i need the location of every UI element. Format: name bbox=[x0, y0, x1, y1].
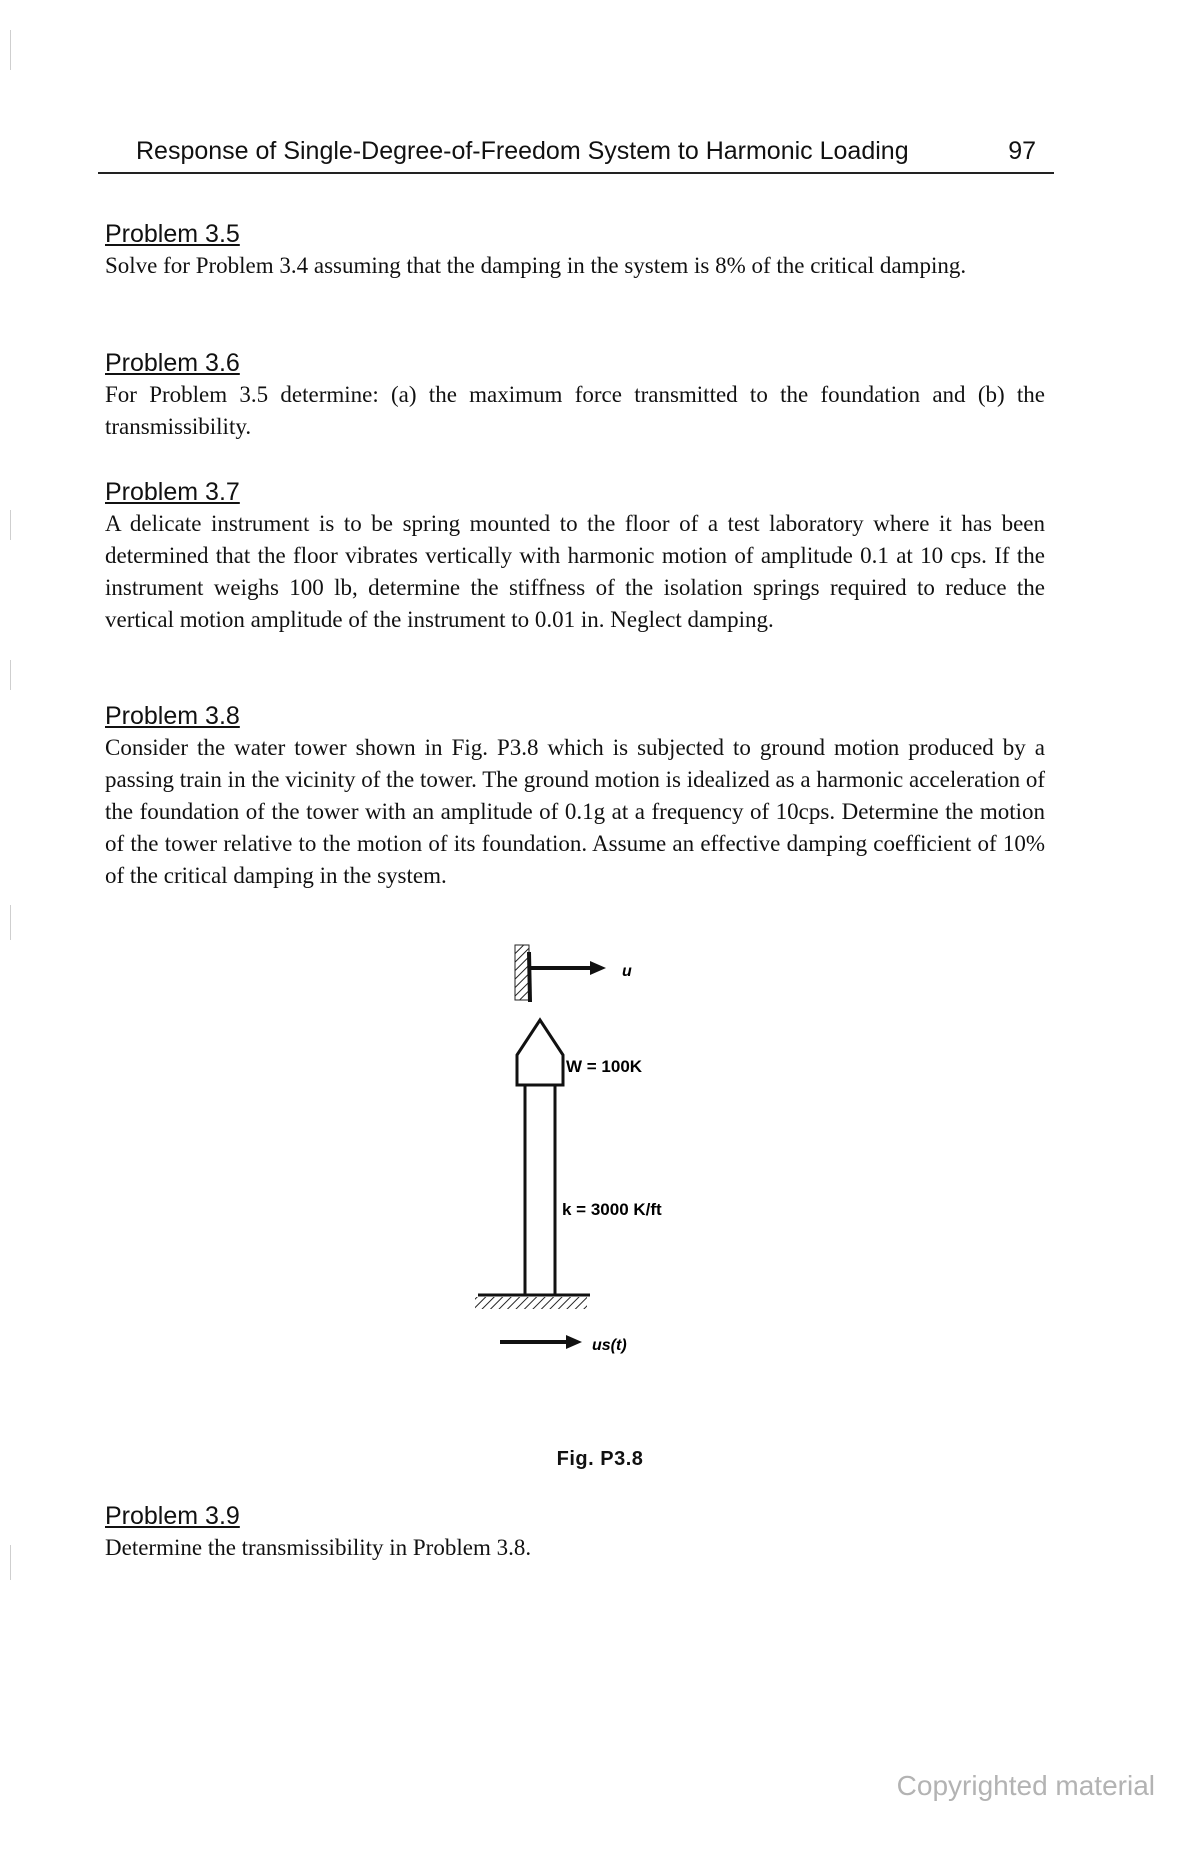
label-weight: W = 100K bbox=[566, 1057, 643, 1076]
ground-support bbox=[475, 1295, 590, 1309]
tower-column bbox=[525, 1085, 662, 1295]
copyright-notice: Copyrighted material bbox=[896, 1770, 1155, 1801]
problem-title: Problem 3.5 bbox=[105, 220, 240, 248]
problem-text: Determine the transmissibility in Problem 3.8. bbox=[105, 1535, 532, 1560]
problem-title: Problem 3.8 bbox=[105, 702, 240, 730]
problem-text: A delicate instrument is to be spring mounted to the floor of a test laboratory where it has been determined that the floor vibrates vertically with harmonic motion of amplitude 0.1 at 10 cps. If the instrument weighs 100 lb, determine the stiffness of the isolation springs required to reduce the vertical motion amplitude of the instrument to 0.01 in. Neglect damping. bbox=[105, 511, 1045, 632]
label-ground-motion: us(t) bbox=[592, 1337, 627, 1354]
figure-caption: Fig. P3.8 bbox=[556, 1448, 644, 1470]
ground-hatch bbox=[475, 1297, 587, 1309]
problem-text: Consider the water tower shown in Fig. P3.8 which is subjected to ground motion produced by a passing train in the vicinity of the tower. The ground motion is idealized as a harmonic acceleration of the foundation of the tower with an amplitude of 0.1g at a frequency of 10cps. Determine the motion of the tower relative to the motion of its foundation. Assume an effective damping coefficient of 10% of the critical damping in the system. bbox=[105, 735, 1045, 888]
label-u: u bbox=[622, 963, 632, 980]
scan-edge-mark bbox=[10, 1545, 11, 1580]
ground-motion-arrow bbox=[500, 1335, 627, 1354]
problem-title: Problem 3.9 bbox=[105, 1502, 240, 1530]
problem-title: Problem 3.7 bbox=[105, 478, 240, 506]
label-stiffness: k = 3000 K/ft bbox=[562, 1200, 662, 1219]
header-title: Response of Single-Degree-of-Freedom System to Harmonic Loading bbox=[136, 137, 909, 165]
problem-3-9 bbox=[105, 1500, 1045, 1564]
problem-text: Solve for Problem 3.4 assuming that the damping in the system is 8% of the critical damping. bbox=[105, 253, 967, 278]
displacement-u-arrow bbox=[515, 945, 632, 1002]
problem-title: Problem 3.6 bbox=[105, 349, 240, 377]
tower-mass bbox=[517, 1020, 643, 1085]
page-number: 97 bbox=[1008, 137, 1036, 165]
problem-text: For Problem 3.5 determine: (a) the maximum force transmitted to the foundation and (b) the transmissibility. bbox=[105, 382, 1045, 439]
wall-hatch bbox=[515, 945, 529, 1000]
